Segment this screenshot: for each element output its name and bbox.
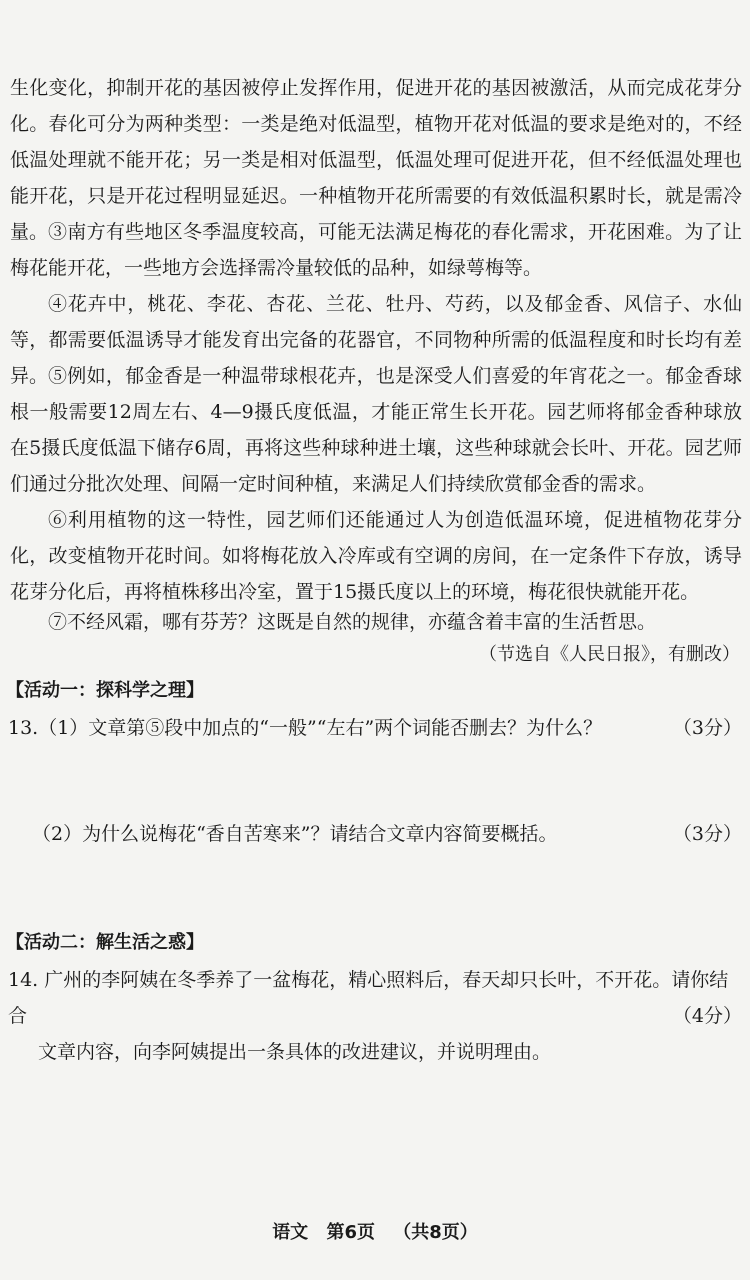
paragraph-continued: 生化变化，抑制开花的基因被停止发挥作用，促进开花的基因被激活，从而完成花芽分化。春化可分为两种类型：一类是绝对低温型，植物开花对低温的要求是绝对的，不经低温处理就不能开花；另一类是相对低温型，低温处理可促进开花，但不经低温处理也能开花，只是开花过程明显延迟。一种植物开花所需要的有效低温积累时长，就是需冷量。: [10, 77, 742, 243]
question-13-1-score: （3分）: [672, 717, 742, 739]
question-13-1: [8, 710, 742, 746]
activity-2-heading: 【活动二：解生活之惑】: [6, 932, 204, 953]
page-footer: [0, 1218, 750, 1244]
question-13-1-text: 13.（1）文章第⑤段中加点的“一般”“左右”两个词能否删去？为什么？: [8, 717, 603, 739]
question-14-line-1: 14. 广州的李阿姨在冬季养了一盆梅花，精心照料后，春天却只长叶，不开花。请你结合: [8, 969, 729, 1027]
question-13-2: [32, 816, 742, 852]
footer-page-total: （共8页）: [393, 1222, 478, 1243]
source-citation: （节选自《人民日报》，有删改）: [479, 644, 740, 665]
paragraph-7: ⑦不经风霜，哪有芬芳？这既是自然的规律，亦蕴含着丰富的生活哲思。: [48, 611, 657, 633]
activity-1-heading: 【活动一：探科学之理】: [6, 680, 204, 701]
question-13-2-text: （2）为什么说梅花“香自苦寒来”？请结合文章内容简要概括。: [32, 823, 558, 845]
question-14: [8, 962, 742, 1070]
paragraph-4: ④花卉中，桃花、李花、杏花、兰花、牡丹、芍药，以及郁金香、风信子、水仙等，都需要低温诱导才能发育出完备的花器官，不同物种所需的低温程度和时长均有差异。: [10, 293, 742, 387]
paragraph-3: ③南方有些地区冬季温度较高，可能无法满足梅花的春化需求，开花困难。为了让梅花能开花，一些地方会选择需冷量较低的品种，如绿萼梅等。: [10, 221, 742, 279]
footer-page-number: 第6页: [326, 1222, 375, 1243]
question-13-2-score: （3分）: [672, 823, 742, 845]
paragraph-5: ⑤例如，郁金香是一种温带球根花卉，也是深受人们喜爱的年宵花之一。郁金香球根一般需要12周左右、4—9摄氏度低温，才能正常生长开花。园艺师将郁金香种球放在5摄氏度低温下储存6周，再将这些种球种进土壤，这些种球就会长叶、开花。园艺师们通过分批次处理、间隔一定时间种植，来满足人们持续欣赏郁金香的需求。: [10, 365, 742, 495]
footer-subject: 语文: [272, 1222, 309, 1243]
question-14-line-2: 文章内容，向李阿姨提出一条具体的改进建议，并说明理由。: [38, 1041, 552, 1063]
paragraph-6: ⑥利用植物的这一特性，园艺师们还能通过人为创造低温环境，促进植物花芽分化，改变植物开花时间。如将梅花放入冷库或有空调的房间，在一定条件下存放，诱导花芽分化后，再将植株移出冷室，置于15摄氏度以上的环境，梅花很快就能开花。: [10, 509, 742, 603]
question-14-score: （4分）: [672, 1005, 742, 1027]
